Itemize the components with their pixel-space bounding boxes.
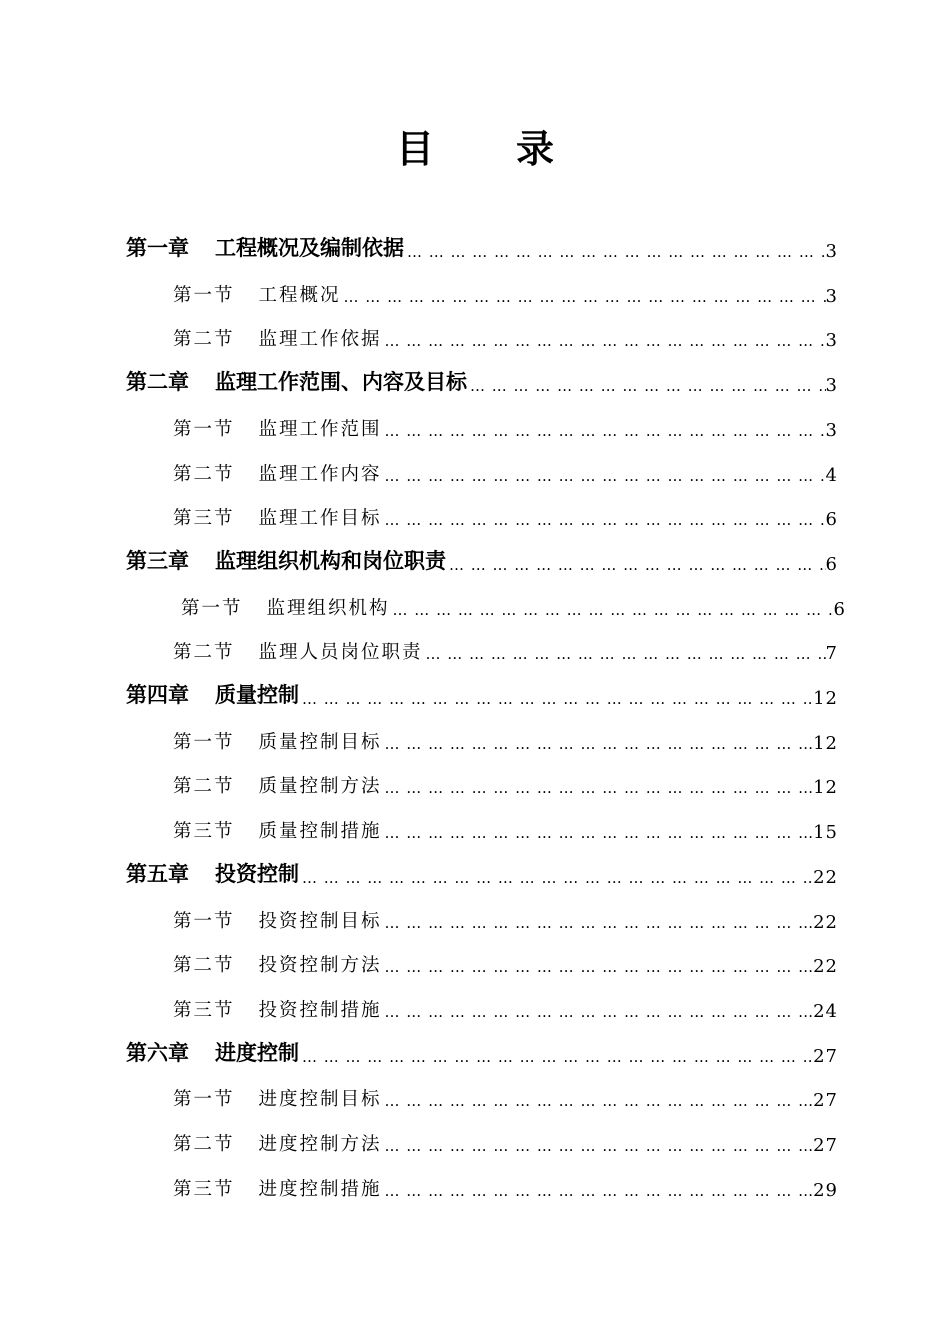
toc-chapter-row[interactable] xyxy=(126,854,838,888)
toc-section-row[interactable] xyxy=(181,586,846,620)
toc-page-number: 12 xyxy=(813,732,838,754)
toc-entry-title: 进度控制目标 xyxy=(258,1089,382,1111)
toc-page-number: 12 xyxy=(813,777,838,799)
toc-entry-number: 第六章 xyxy=(126,1040,189,1065)
toc-entry-title: 投资控制措施 xyxy=(258,999,382,1021)
toc-dot-leader xyxy=(382,823,814,843)
toc-entry-title: 进度控制措施 xyxy=(258,1178,382,1200)
toc-entry-title: 质量控制措施 xyxy=(258,821,382,843)
toc-dot-leader xyxy=(382,1002,814,1022)
toc-entry-number: 第一节 xyxy=(181,597,243,619)
toc-page-number: 22 xyxy=(813,866,838,888)
toc-entry-title: 监理人员岗位职责 xyxy=(258,642,423,664)
toc-dot-leader xyxy=(299,689,813,709)
toc-section-row[interactable] xyxy=(173,317,838,351)
toc-entry-number: 第四章 xyxy=(126,683,189,707)
toc-entry-title: 质量控制目标 xyxy=(258,731,382,753)
toc-dot-leader xyxy=(423,644,826,664)
toc-entry-number: 第三节 xyxy=(173,821,235,843)
toc-entry-title: 监理工作内容 xyxy=(258,463,382,485)
toc-entry-title: 投资控制 xyxy=(215,861,299,886)
toc-entry-title: 进度控制方法 xyxy=(258,1134,382,1155)
toc-page-number: 27 xyxy=(813,1045,838,1067)
toc-page-number: 24 xyxy=(813,1000,838,1022)
toc-dot-leader xyxy=(382,510,826,530)
toc-dot-leader xyxy=(382,1181,814,1201)
toc-dot-leader xyxy=(299,1047,813,1067)
toc-page-number: 6 xyxy=(825,553,838,575)
toc-dot-leader xyxy=(382,331,826,351)
toc-page-number: 6 xyxy=(825,509,838,531)
toc-entry-number: 第二节 xyxy=(173,1134,235,1155)
toc-section-row[interactable] xyxy=(173,273,838,307)
toc-dot-leader xyxy=(404,242,826,262)
toc-entry-title: 工程概况 xyxy=(258,284,341,306)
toc-entry-number: 第二章 xyxy=(126,370,189,395)
toc-entry-number: 第一章 xyxy=(126,236,189,260)
toc-section-row[interactable] xyxy=(173,1167,838,1201)
toc-dot-leader xyxy=(446,555,826,575)
toc-section-row[interactable] xyxy=(173,943,838,977)
toc-entry-title: 工程概况及编制依据 xyxy=(215,236,404,260)
toc-page-number: 3 xyxy=(825,419,838,441)
toc-entry-number: 第五章 xyxy=(126,861,189,886)
toc-chapter-row[interactable] xyxy=(126,1033,838,1067)
toc-entry-number: 第一节 xyxy=(173,910,235,932)
toc-entry-title: 质量控制 xyxy=(215,683,299,707)
toc-page-number: 15 xyxy=(813,822,838,844)
toc-section-row[interactable] xyxy=(173,988,838,1022)
toc-entry-title: 监理工作目标 xyxy=(258,508,382,530)
toc-page-number: 3 xyxy=(825,375,838,397)
toc-dot-leader xyxy=(390,600,834,620)
toc-dot-leader xyxy=(382,466,826,486)
toc-entry-number: 第三节 xyxy=(173,508,235,530)
toc-chapter-row[interactable] xyxy=(126,541,838,575)
toc-chapter-row[interactable] xyxy=(126,362,838,396)
toc-entry-title: 投资控制方法 xyxy=(258,955,382,977)
toc-dot-leader xyxy=(341,287,826,307)
toc-section-row[interactable] xyxy=(173,1122,838,1156)
toc-entry-title: 监理组织机构 xyxy=(266,597,390,619)
toc-section-row[interactable] xyxy=(173,452,838,486)
toc-section-row[interactable] xyxy=(173,720,838,754)
toc-entry-title: 监理工作依据 xyxy=(258,329,382,351)
toc-page-number: 6 xyxy=(833,598,846,620)
toc-entry-number: 第二节 xyxy=(173,776,235,798)
toc-page-number: 3 xyxy=(825,241,838,262)
toc-dot-leader xyxy=(382,913,814,933)
toc-entry-title: 进度控制 xyxy=(215,1040,299,1065)
toc-dot-leader xyxy=(299,868,813,888)
toc-page-number: 22 xyxy=(813,956,838,978)
toc-chapter-row[interactable] xyxy=(126,675,838,709)
toc-section-row[interactable] xyxy=(173,764,838,798)
toc-section-row[interactable] xyxy=(173,407,838,441)
toc-page-number: 27 xyxy=(813,1135,838,1156)
toc-entry-number: 第一节 xyxy=(173,1089,235,1111)
toc-dot-leader xyxy=(382,1091,814,1111)
toc-dot-leader xyxy=(467,376,826,396)
toc-entry-number: 第三章 xyxy=(126,548,189,573)
toc-dot-leader xyxy=(382,957,814,977)
page-title xyxy=(0,118,950,173)
toc-entry-title: 监理工作范围 xyxy=(258,418,382,440)
toc-page-number: 7 xyxy=(825,643,838,665)
toc-entry-number: 第三节 xyxy=(173,1178,235,1200)
toc-page-number: 3 xyxy=(825,330,838,352)
toc-dot-leader xyxy=(382,1136,814,1156)
toc-page-number: 27 xyxy=(813,1090,838,1112)
toc-entry-number: 第二节 xyxy=(173,463,235,485)
title-char-2: 录 xyxy=(516,127,555,171)
toc-entry-number: 第一节 xyxy=(173,418,235,440)
toc-dot-leader xyxy=(382,734,814,754)
toc-entry-title: 监理工作范围、内容及目标 xyxy=(215,370,467,395)
toc-page-number: 22 xyxy=(813,911,838,933)
toc-dot-leader xyxy=(382,778,814,798)
toc-section-row[interactable] xyxy=(173,899,838,933)
toc-page-number: 12 xyxy=(813,688,838,709)
toc-page-number: 3 xyxy=(825,285,838,307)
toc-chapter-row[interactable] xyxy=(126,228,838,262)
toc-page-number: 29 xyxy=(813,1179,838,1201)
toc-section-row[interactable] xyxy=(173,630,838,664)
toc-dot-leader xyxy=(382,421,826,441)
toc-entry-number: 第二节 xyxy=(173,955,235,977)
toc-entry-number: 第二节 xyxy=(173,642,235,664)
title-char-1: 目 xyxy=(395,127,434,171)
toc-entry-number: 第一节 xyxy=(173,731,235,753)
toc-entry-number: 第二节 xyxy=(173,329,235,351)
toc-section-row[interactable] xyxy=(173,809,838,843)
toc-entry-title: 质量控制方法 xyxy=(258,776,382,798)
toc-entry-title: 投资控制目标 xyxy=(258,910,382,932)
toc-entry-number: 第一节 xyxy=(173,284,235,306)
toc-entry-title: 监理组织机构和岗位职责 xyxy=(215,548,446,573)
toc-section-row[interactable] xyxy=(173,496,838,530)
toc-entry-number: 第三节 xyxy=(173,999,235,1021)
toc-section-row[interactable] xyxy=(173,1077,838,1111)
toc-page-number: 4 xyxy=(825,464,838,486)
